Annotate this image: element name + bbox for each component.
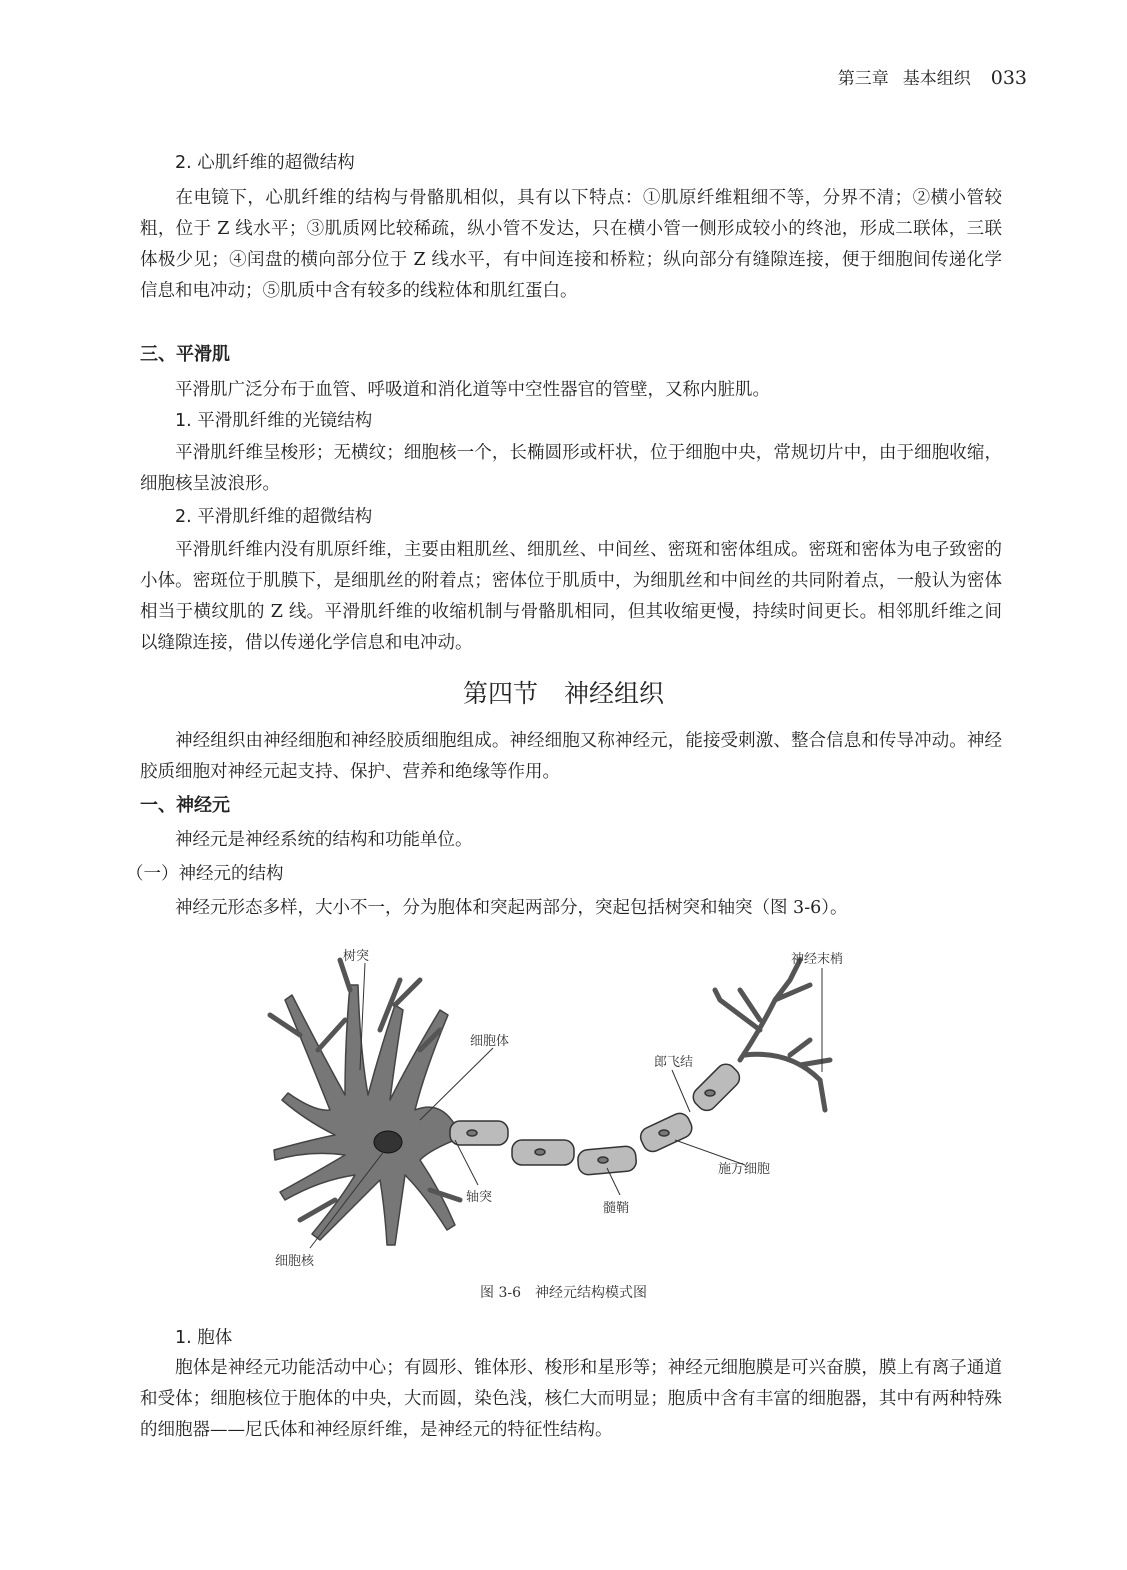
label-myelin: 髓鞘 <box>603 1201 630 1216</box>
heading-smooth-muscle: 三、平滑肌 <box>140 344 230 365</box>
label-soma: 细胞体 <box>470 1034 510 1049</box>
chapter-title: 基本组织 <box>902 69 971 89</box>
myelin-sheath <box>450 1060 744 1175</box>
label-nucleus: 细胞核 <box>275 1254 315 1269</box>
paragraph: 胞体是神经元功能活动中心；有圆形、锥体形、梭形和星形等；神经元细胞膜是可兴奋膜，膜上有离子通道和受体；细胞核位于胞体的中央，大而圆，染色浅，核仁大而明显；胞质中含有丰富的细胞器，其中有两种特殊的细胞器——尼氏体和神经原纤维，是神经元的特征性结构。 <box>140 1358 1002 1440</box>
subheading: （一）神经元的结构 <box>126 864 284 884</box>
label-dendrite: 树突 <box>343 949 370 964</box>
label-node-of-ranvier: 郎飞结 <box>654 1055 694 1070</box>
paragraph: 平滑肌纤维呈梭形；无横纹；细胞核一个，长椭圆形或杆状，位于细胞中央，常规切片中，由于细胞收缩，细胞核呈波浪形。 <box>140 443 1002 494</box>
subheading: 1. 平滑肌纤维的光镜结构 <box>175 411 373 431</box>
label-nerve-terminal: 神经末梢 <box>791 952 844 967</box>
paragraph: 神经组织由神经细胞和神经胶质细胞组成。神经细胞又称神经元，能接受刺激、整合信息和传导冲动。神经胶质细胞对神经元起支持、保护、营养和绝缘等作用。 <box>140 731 1002 782</box>
figure-caption: 图 3-6 神经元结构模式图 <box>480 1285 647 1301</box>
cell-nucleus <box>374 1131 402 1153</box>
paragraph: 平滑肌广泛分布于血管、呼吸道和消化道等中空性器官的管壁，又称内脏肌。 <box>175 380 770 400</box>
page-number: 033 <box>990 67 1027 89</box>
heading-neuron: 一、神经元 <box>140 795 230 816</box>
paragraph: 平滑肌纤维内没有肌原纤维，主要由粗肌丝、细肌丝、中间丝、密斑和密体组成。密斑和密体为电子致密的小体。密斑位于肌膜下，是细肌丝的附着点；密体位于肌质中，为细肌丝和中间丝的共同附着点，一般认为密体相当于横纹肌的 Z 线。平滑肌纤维的收缩机制与骨骼肌相同，但其收缩更慢，持续时间更长。相邻肌纤维之间以缝隙连接，借以传递化学信息和电冲动。 <box>140 540 1002 653</box>
paragraph: 神经元形态多样，大小不一，分为胞体和突起两部分，突起包括树突和轴突（图 3-6）。 <box>175 898 848 918</box>
label-schwann-cell: 施万细胞 <box>718 1162 771 1177</box>
chapter-label: 第三章 <box>837 69 889 89</box>
label-axon: 轴突 <box>466 1190 493 1205</box>
subheading: 2. 心肌纤维的超微结构 <box>175 153 355 173</box>
subheading: 1. 胞体 <box>175 1328 233 1348</box>
subheading: 2. 平滑肌纤维的超微结构 <box>175 507 373 527</box>
paragraph: 神经元是神经系统的结构和功能单位。 <box>175 830 473 850</box>
section-title: 第四节 神经组织 <box>462 679 665 708</box>
dendrites <box>270 960 460 1245</box>
paragraph: 在电镜下，心肌纤维的结构与骨骼肌相似，具有以下特点：①肌原纤维粗细不等，分界不清；②横小管较粗，位于 Z 线水平；③肌质网比较稀疏，纵小管不发达，只在横小管一侧形成较小的终池，形成二联体，三联体极少见；④闰盘的横向部分位于 Z 线水平，有中间连接和桥粒；纵向部分有缝隙连接，便于细胞间传递化学信息和电冲动；⑤肌质中含有较多的线粒体和肌红蛋白。 <box>140 188 1002 301</box>
